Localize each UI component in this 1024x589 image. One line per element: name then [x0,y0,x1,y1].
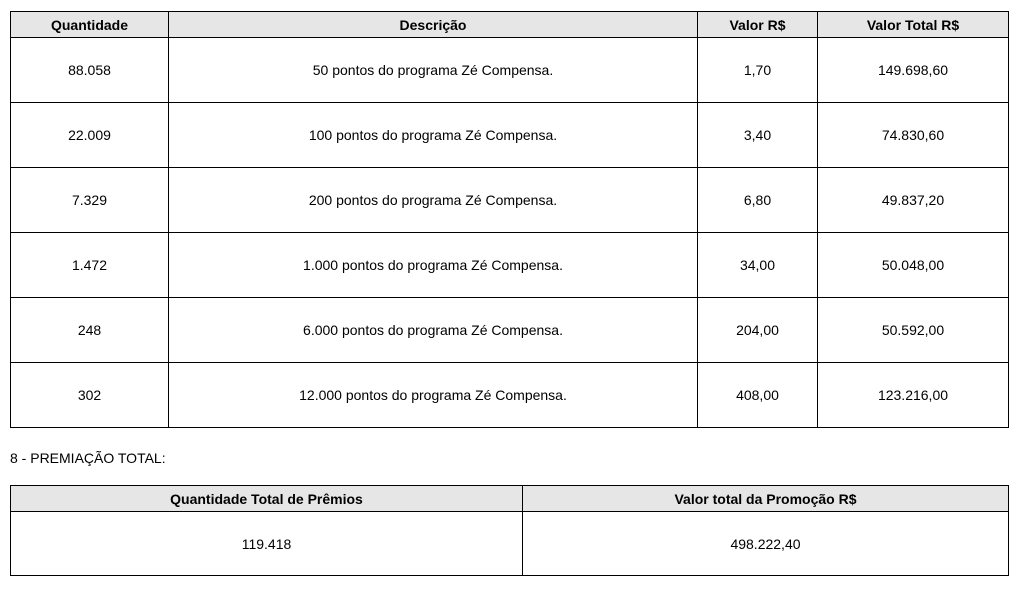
header-descricao: Descrição [169,12,698,38]
cell-descricao: 100 pontos do programa Zé Compensa. [169,103,698,168]
cell-quantidade: 248 [11,298,169,363]
cell-valor: 1,70 [698,38,818,103]
cell-valor-total: 74.830,60 [818,103,1009,168]
cell-quantidade: 88.058 [11,38,169,103]
totals-row [11,512,1009,576]
cell-quantidade: 7.329 [11,168,169,233]
cell-valor: 3,40 [698,103,818,168]
cell-valor: 204,00 [698,298,818,363]
table-row [11,168,1009,233]
cell-descricao: 50 pontos do programa Zé Compensa. [169,38,698,103]
cell-valor: 34,00 [698,233,818,298]
cell-quantidade: 22.009 [11,103,169,168]
table-row [11,298,1009,363]
cell-valor: 6,80 [698,168,818,233]
totals-header-row [11,486,1009,512]
table-row [11,38,1009,103]
prizes-header-row [11,12,1009,38]
table-row [11,363,1009,428]
section-heading: 8 - PREMIAÇÃO TOTAL: [10,450,166,466]
cell-valor-total: 149.698,60 [818,38,1009,103]
cell-valor-total: 50.048,00 [818,233,1009,298]
cell-quantidade: 302 [11,363,169,428]
cell-valor: 408,00 [698,363,818,428]
cell-valor-total: 50.592,00 [818,298,1009,363]
header-quantidade-total: Quantidade Total de Prêmios [11,486,523,512]
header-quantidade: Quantidade [11,12,169,38]
cell-descricao: 200 pontos do programa Zé Compensa. [169,168,698,233]
cell-descricao: 1.000 pontos do programa Zé Compensa. [169,233,698,298]
cell-quantidade: 1.472 [11,233,169,298]
cell-quantidade-total: 119.418 [11,512,523,576]
header-valor: Valor R$ [698,12,818,38]
table-row [11,103,1009,168]
header-valor-total: Valor Total R$ [818,12,1009,38]
cell-descricao: 6.000 pontos do programa Zé Compensa. [169,298,698,363]
prizes-table [10,11,1009,428]
cell-valor-total: 49.837,20 [818,168,1009,233]
cell-valor-total: 123.216,00 [818,363,1009,428]
totals-table [10,485,1009,576]
table-row [11,233,1009,298]
header-valor-total-promocao: Valor total da Promoção R$ [523,486,1009,512]
cell-valor-total-promocao: 498.222,40 [523,512,1009,576]
cell-descricao: 12.000 pontos do programa Zé Compensa. [169,363,698,428]
